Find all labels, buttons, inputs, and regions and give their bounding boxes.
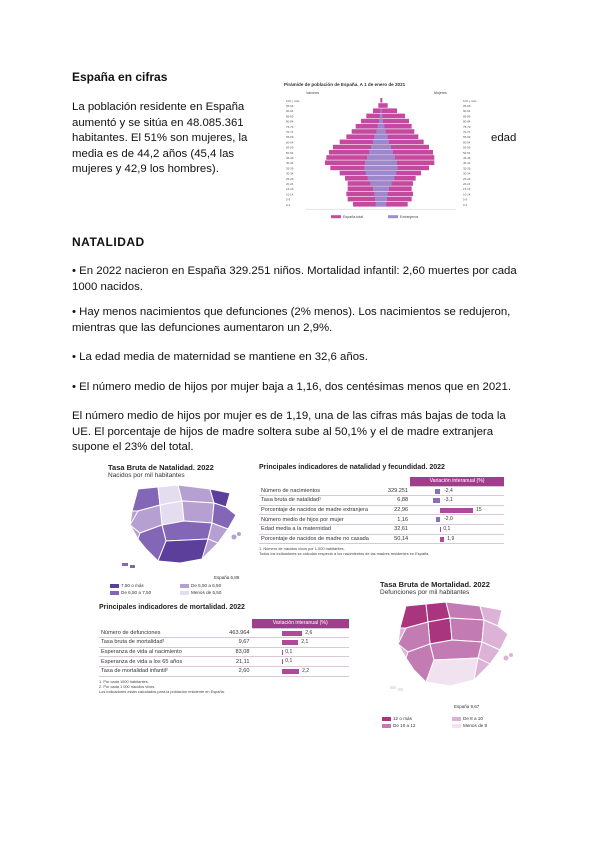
mortalidad-table-header: Variación interanual (%) <box>252 619 350 628</box>
pyramid-age-label: 20-24 <box>463 182 471 186</box>
natalidad-legend-item: 7,50 o más <box>121 583 144 588</box>
pyramid-age-label: 50-54 <box>286 150 294 155</box>
mortalidad-map-title: Tasa Bruta de Mortalidad. 2022 <box>380 580 490 589</box>
natalidad-table <box>259 477 504 544</box>
legend-swatch <box>452 724 461 728</box>
pyramid-bar-foreign <box>380 108 381 113</box>
legend-swatch <box>110 584 119 588</box>
natalidad-footnote-2: Todos los indicadores se calculan respecto a los nacimientos de las madres residentes en España. <box>259 551 430 557</box>
pyramid-age-label: 0-4 <box>463 202 468 207</box>
pyramid-age-label: 85-89 <box>286 114 294 119</box>
mortalidad-table-row-value: 21,11 <box>212 657 252 667</box>
mortalidad-table-change-bar <box>282 669 300 674</box>
pyramid-left-header: Varones <box>306 91 320 95</box>
natalidad-table-row-label: Número de nacimientos <box>259 486 371 496</box>
mortalidad-map-subtitle: Defunciones por mil habitantes <box>380 589 470 596</box>
pyramid-bar-foreign <box>364 166 397 171</box>
natalidad-table-row-value: 329.251 <box>371 486 410 496</box>
natalidad-table-change-label: 0,1 <box>443 525 451 532</box>
pyramid-age-label: 100 y más <box>286 98 300 103</box>
pyramid-bar-foreign <box>373 140 389 145</box>
pyramid-bar-women <box>381 129 414 134</box>
natalidad-legend-item: De 5,50 a 6,50 <box>191 583 222 588</box>
natalidad-legend-item: De 6,50 a 7,50 <box>121 590 152 595</box>
pyramid-age-label: 40-44 <box>286 161 294 166</box>
mortalidad-table-row-label: Esperanza de vida a los 65 años <box>99 657 212 667</box>
natalidad-table-row <box>259 496 504 506</box>
natalidad-table-row-value: 22,96 <box>371 505 410 515</box>
pyramid-age-label: 10-14 <box>286 192 294 197</box>
natalidad-table-row-label: Porcentaje de nacidos de madre extranjera <box>259 505 371 515</box>
pyramid-age-label: 60-64 <box>286 140 294 145</box>
mortalidad-legend-item: De 10 a 12 <box>393 723 416 728</box>
pyramid-age-label: 75-79 <box>286 124 294 129</box>
pyramid-bar-foreign <box>373 186 389 191</box>
mortalidad-table-row <box>99 647 349 657</box>
pyramid-bar-foreign <box>375 197 387 202</box>
mortalidad-table-change-bar <box>282 659 283 664</box>
pyramid-age-label: 50-54 <box>463 150 471 155</box>
pyramid-age-label: 10-14 <box>463 192 471 197</box>
pyramid-age-label: 65-69 <box>463 135 471 140</box>
natalidad-table-change-label: 1,9 <box>447 535 455 542</box>
mortalidad-table-change-bar <box>282 631 303 636</box>
pyramid-legend-swatch <box>331 215 341 218</box>
pyramid-age-label: 60-64 <box>463 140 471 145</box>
mortalidad-table-row-value: 9,67 <box>212 638 252 648</box>
mortalidad-table-row <box>99 638 349 648</box>
pyramid-age-label: 90-94 <box>463 109 471 114</box>
mortalidad-table-row <box>99 628 349 638</box>
edad-label: edad <box>491 132 517 144</box>
mortalidad-table-row <box>99 657 349 667</box>
pyramid-age-label: 55-59 <box>286 145 294 150</box>
pyramid-age-label: 30-34 <box>463 171 471 176</box>
natalidad-table-row-label: Tasa bruta de natalidad¹ <box>259 496 371 506</box>
mortalidad-table-figure <box>99 604 349 694</box>
pyramid-age-label: 40-44 <box>463 161 471 166</box>
pyramid-age-label: 85-89 <box>463 114 471 119</box>
mortalidad-footnote-1: 1. Por cada 1000 habitantes. <box>99 678 149 684</box>
pyramid-bar-women <box>381 119 409 124</box>
pyramid-age-label: 70-74 <box>286 130 294 134</box>
pyramid-age-label: 55-59 <box>463 145 471 150</box>
natalidad-table-row-label: Edad media a la maternidad <box>259 524 371 534</box>
pyramid-age-label: 25-29 <box>286 176 294 181</box>
natalidad-footnote-1: 1. Número de nacidos vivos por 1.000 habitantes. <box>259 546 345 552</box>
natalidad-table-figure <box>259 464 504 556</box>
mortalidad-table-row-value: 83,08 <box>212 647 252 657</box>
natalidad-table-row-value: 32,61 <box>371 524 410 534</box>
pyramid-bar-foreign <box>371 145 391 150</box>
natalidad-table-row <box>259 505 504 515</box>
paragraph-2: El número medio de hijos por mujer es de 1,19, una de las cifras más bajas de toda la UE. El porcentaje de hijos de madre soltera sube al 50,1% y el de madre extranjera supone el 23% del total. <box>72 410 506 453</box>
intro-paragraph: La población residente en España aumentó y se sitúa en 48.085.361 habitantes. El 51% son mujeres, la media es de 44,2 años (45,4 las mujeres y 42,9 los hombres). <box>72 101 248 175</box>
natalidad-table-row <box>259 534 504 544</box>
natalidad-table-change-bar <box>440 508 473 513</box>
pyramid-age-label: 45-49 <box>463 156 471 160</box>
pyramid-age-label: 5-9 <box>463 197 468 202</box>
pyramid-bar-women <box>381 114 405 119</box>
pyramid-right-header: Mujeres <box>434 91 447 95</box>
pyramid-bar-men <box>373 108 381 113</box>
pyramid-bar-women <box>381 124 412 129</box>
mortalidad-legend-item: De 8 a 10 <box>463 716 483 721</box>
natalidad-table-row-label: Porcentaje de nacidos de madre no casada <box>261 535 369 542</box>
pyramid-age-label: 95-99 <box>286 104 294 108</box>
mortalidad-footnote-3: Los indicadores están calculados para la población residente en España. <box>99 688 225 694</box>
pyramid-bar-men <box>380 98 381 103</box>
pyramid-legend-swatch <box>388 215 398 218</box>
mortalidad-table-row-value: 463.964 <box>212 628 252 638</box>
pyramid-bar-foreign <box>376 129 385 134</box>
pyramid-bar-foreign <box>376 202 387 207</box>
pyramid-age-label: 90-94 <box>286 109 294 114</box>
natalidad-legend-item: Menos de 5,50 <box>191 590 222 595</box>
natalidad-map <box>118 481 248 573</box>
pyramid-age-label: 15-19 <box>463 187 471 192</box>
mortalidad-table-change-label: 2,1 <box>301 639 309 646</box>
mortalidad-table-row-value: 2,60 <box>212 666 252 676</box>
natalidad-map-subtitle: Nacidos por mil habitantes <box>108 472 185 479</box>
pyramid-age-label: 75-79 <box>463 124 471 129</box>
pyramid-age-label: 45-49 <box>286 156 294 160</box>
natalidad-table-change-bar <box>436 517 440 522</box>
natalidad-table-row <box>259 486 504 496</box>
natalidad-table-row-label: Número medio de hijos por mujer <box>259 515 371 525</box>
natalidad-table-change-label: -3,1 <box>444 497 453 504</box>
pyramid-bar-foreign <box>368 176 395 181</box>
pyramid-age-label: 15-19 <box>286 187 294 192</box>
mortalidad-table-row-label: Tasa bruta de mortalidad¹ <box>99 638 212 648</box>
natalidad-table-change-label: -2,0 <box>444 516 453 523</box>
pyramid-bar-foreign <box>374 192 387 197</box>
mortalidad-footnote-2: 2. Por cada 1 000 nacidos vivos. <box>99 683 156 689</box>
natalidad-table-row-value: 50,14 <box>371 534 410 544</box>
bullet-4: • El número medio de hijos por mujer baja a 1,16, dos centésimas menos que en 2021. <box>72 381 511 393</box>
natalidad-table-change-bar <box>433 498 440 503</box>
bullet-1: • En 2022 nacieron en España 329.251 niños. Mortalidad infantil: 2,60 muertes por cada 1000 nacidos. <box>72 265 517 293</box>
pyramid-age-label: 70-74 <box>463 130 471 134</box>
mortalidad-table-row <box>99 666 349 676</box>
legend-swatch <box>452 717 461 721</box>
natalidad-table-header: Variación interanual (%) <box>410 477 504 486</box>
pyramid-bar-men <box>366 114 381 119</box>
pyramid-bar-men <box>356 124 381 129</box>
natalidad-map-figure <box>108 463 258 599</box>
mortalidad-table-title: Principales indicadores de mortalidad. 2022 <box>99 604 245 611</box>
natalidad-table-row <box>259 515 504 525</box>
natalidad-legend <box>110 582 260 596</box>
legend-swatch <box>382 717 391 721</box>
pyramid-age-label: 95-99 <box>463 104 471 108</box>
mortalidad-espana-value: España 9,67 <box>454 704 480 709</box>
pyramid-bar-foreign <box>367 155 395 160</box>
natalidad-table-row-value: 1,16 <box>371 515 410 525</box>
pyramid-bar-men <box>378 103 381 108</box>
pyramid-bar-foreign <box>374 134 387 139</box>
pyramid-bar-women <box>381 108 397 113</box>
mortalidad-legend <box>382 715 532 729</box>
pyramid-legend-total: España-total <box>343 215 364 220</box>
legend-swatch <box>382 724 391 728</box>
legend-swatch <box>180 584 189 588</box>
pyramid-bar-foreign <box>379 119 383 124</box>
pyramid-bar-women <box>381 98 382 103</box>
natalidad-table-row-value: 6,88 <box>371 496 410 506</box>
pyramid-age-label: 80-84 <box>463 119 471 124</box>
legend-swatch <box>180 591 189 595</box>
mortalidad-table-row-label: Tasa de mortalidad infantil² <box>99 666 212 676</box>
pyramid-bar-foreign <box>380 114 383 119</box>
bullet-2: • Hay menos nacimientos que defunciones (2% menos). Los nacimientos se redujeron, mientras que las defunciones aumentaron un 2,9%. <box>72 306 511 334</box>
mortalidad-table <box>99 619 349 677</box>
pyramid-age-label: 35-39 <box>286 166 294 171</box>
mortalidad-map <box>386 598 522 696</box>
natalidad-heading: NATALIDAD <box>72 235 145 249</box>
pyramid-age-label: 35-39 <box>463 166 471 171</box>
mortalidad-table-change-label: 2,2 <box>302 667 310 674</box>
mortalidad-table-change-label: 2,6 <box>305 629 313 636</box>
pyramid-bar-foreign <box>370 181 391 186</box>
pyramid-svg <box>276 90 486 222</box>
population-pyramid <box>276 82 486 222</box>
mortalidad-table-change-label: 0,1 <box>285 648 293 655</box>
pyramid-age-label: 25-29 <box>463 176 471 181</box>
pyramid-age-label: 20-24 <box>286 182 294 186</box>
natalidad-map-title: Tasa Bruta de Natalidad. 2022 <box>108 463 214 472</box>
natalidad-table-change-bar <box>435 489 440 494</box>
pyramid-age-label: 30-34 <box>286 171 294 176</box>
bullet-3: • La edad media de maternidad se mantiene en 32,6 años. <box>72 351 368 363</box>
pyramid-age-label: 65-69 <box>286 135 294 140</box>
natalidad-table-change-bar <box>440 537 444 542</box>
legend-swatch <box>110 591 119 595</box>
pyramid-age-label: 100 y más <box>463 98 477 103</box>
mortalidad-map-figure <box>380 580 530 732</box>
mortalidad-table-change-bar <box>282 640 299 645</box>
pyramid-bar-women <box>381 103 388 108</box>
natalidad-table-change-label: 15 <box>476 506 482 513</box>
natalidad-table-title: Principales indicadores de natalidad y fecundidad. 2022 <box>259 464 445 471</box>
pyramid-bar-foreign <box>365 160 397 165</box>
pyramid-bar-foreign <box>369 150 393 155</box>
mortalidad-table-change-bar <box>282 650 283 655</box>
natalidad-espana-value: España 6,88 <box>214 575 240 580</box>
pyramid-age-label: 5-9 <box>286 197 291 202</box>
pyramid-age-label: 80-84 <box>286 119 294 124</box>
mortalidad-table-row-label: Esperanza de vida al nacimiento <box>99 647 212 657</box>
natalidad-table-change-label: -2,4 <box>444 487 453 494</box>
mortalidad-table-row-label: Número de defunciones <box>99 628 212 638</box>
page-heading: España en cifras <box>72 70 168 84</box>
mortalidad-table-change-label: 0,1 <box>285 658 293 665</box>
pyramid-bar-men <box>361 119 381 124</box>
pyramid-title: Pirámide de población de España. A 1 de enero de 2021 <box>284 82 406 87</box>
natalidad-table-row <box>259 524 504 534</box>
mortalidad-legend-item: 12 o más <box>393 716 412 721</box>
pyramid-bar-foreign <box>378 124 385 129</box>
pyramid-legend-foreign: Extranjeros <box>400 215 419 220</box>
pyramid-bar-foreign <box>366 171 397 176</box>
mortalidad-legend-item: Menos de 8 <box>463 723 488 728</box>
pyramid-age-label: 0-4 <box>286 202 291 207</box>
